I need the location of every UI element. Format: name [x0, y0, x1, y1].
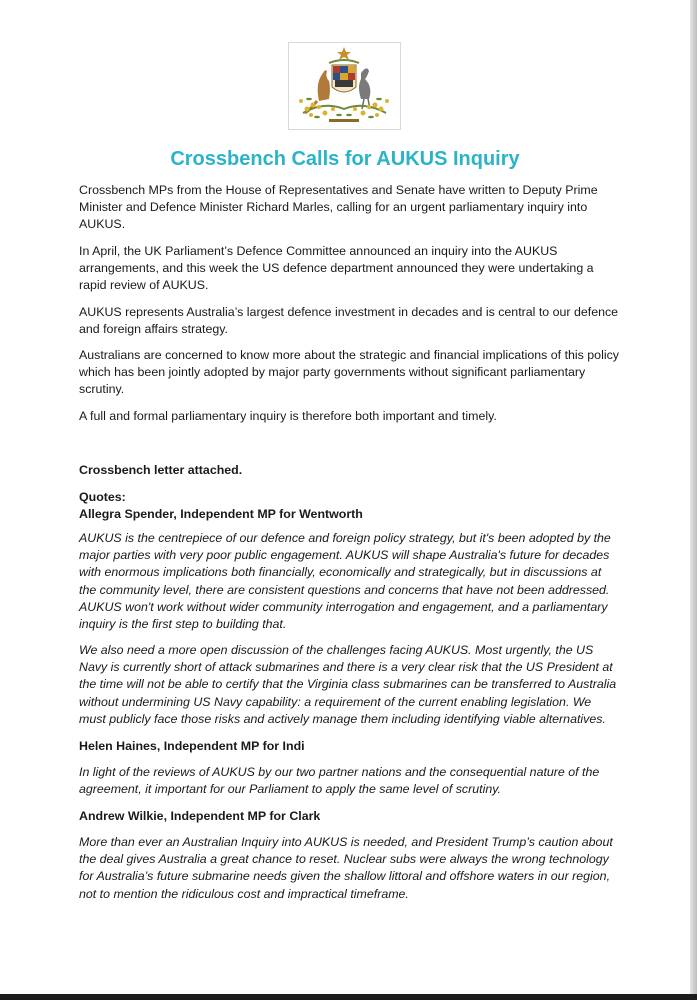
quote-paragraph: We also need a more open discussion of the challenges facing AUKUS. Most urgently, the US Navy is currently short of attack submarines and there is a very clear risk that the US President at the time will not be able to certify that the Virginia class submarines can be transferred to Australia without undermining US Navy capability: a requirement of the current enabling legislation. We must publicly face those risks and actively manage them including identifying viable alternatives. — [79, 643, 617, 726]
quote-speaker: Helen Haines, Independent MP for Indi — [79, 739, 305, 753]
body-paragraph: Crossbench MPs from the House of Representatives and Senate have written to Deputy Prime Minister and Defence Minister Richard Marles, calling for an urgent parliamentary inquiry into AUKUS. — [79, 183, 598, 232]
page-edge-right — [690, 0, 697, 1000]
quote-speaker: Allegra Spender, Independent MP for Wentworth — [79, 507, 363, 521]
quote-paragraph: In light of the reviews of AUKUS by our two partner nations and the consequential nature of the agreement, it important for our Parliament to apply the same level of scrutiny. — [79, 765, 600, 797]
body-paragraph: A full and formal parliamentary inquiry is therefore both important and timely. — [79, 409, 497, 423]
body-paragraph: In April, the UK Parliament’s Defence Committee announced an inquiry into the AUKUS arrangements, and this week the US defence department announced they were undertaking a rapid review of AUKUS. — [79, 244, 594, 293]
page-edge-bottom — [0, 994, 697, 1000]
quote-speaker: Andrew Wilkie, Independent MP for Clark — [79, 809, 321, 823]
quote-paragraph: More than ever an Australian Inquiry into AUKUS is needed, and President Trump’s caution about the deal gives Australia a great chance to reset. Nuclear subs were always the wrong technology for Australia’s future submarine needs given the shallow littoral and offshore waters in our region, not to mention the ridiculous cost and impractical timeframe. — [79, 835, 613, 901]
quotes-heading: Quotes: — [79, 490, 126, 504]
quote-paragraph: AUKUS is the centrepiece of our defence and foreign policy strategy, but it's been adopted by the major parties with very poor public engagement. AUKUS will shape Australia's future for decades with enormous implications both financially, economically and strategically, but in discussions at the community level, there are consistent questions and concerns that have not been addressed. AUKUS won't work without wider community interrogation and engagement, and a parliamentary inquiry is the first step to building that. — [79, 531, 611, 632]
page-title: Crossbench Calls for AUKUS Inquiry — [170, 148, 520, 170]
body-paragraph: AUKUS represents Australia’s largest defence investment in decades and is central to our defence and foreign affairs strategy. — [79, 305, 619, 337]
coat-of-arms-logo — [288, 42, 401, 130]
attachment-note: Crossbench letter attached. — [79, 463, 243, 477]
body-paragraph: Australians are concerned to know more about the strategic and financial implications of this policy which has been jointly adopted by major party governments without significant parliamentary scrutiny. — [79, 348, 619, 397]
